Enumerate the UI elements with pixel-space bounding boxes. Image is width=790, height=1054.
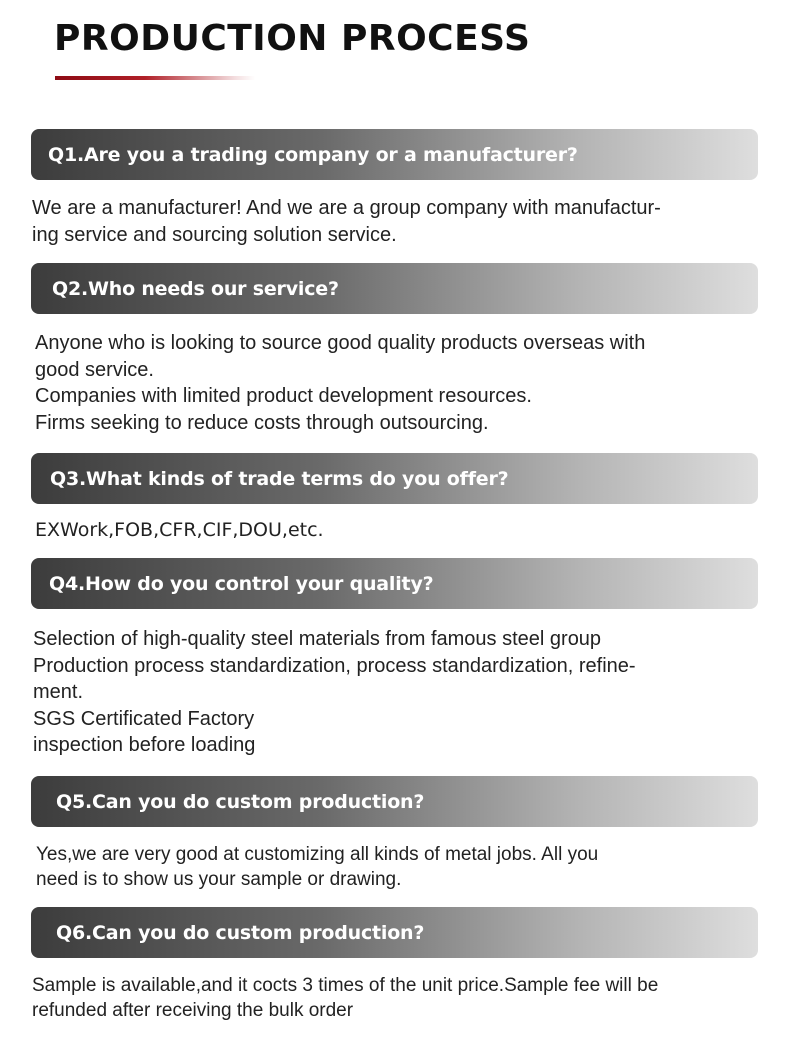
faq-answer-4 [33,626,757,759]
faq-question-bar-4 [31,558,758,609]
answer-line: refunded after receiving the bulk order [32,1000,354,1021]
faq-question-4: Q4.How do you control your quality? [49,572,434,595]
faq-question-bar-2 [31,263,758,314]
faq-answer-1 [32,195,756,248]
faq-question-1: Q1.Are you a trading company or a manufacturer? [48,143,578,166]
answer-line: Yes,we are very good at customizing all kinds of metal jobs. All you [36,844,599,865]
faq-question-3: Q3.What kinds of trade terms do you offer? [50,467,509,490]
page-title: PRODUCTION PROCESS [54,18,531,59]
answer-line: EXWork,FOB,CFR,CIF,DOU,etc. [35,519,324,541]
answer-line: Production process standardization, process standardization, refine- [33,654,636,677]
faq-question-bar-5 [31,776,758,827]
answer-line: Anyone who is looking to source good quality products overseas with [35,332,646,354]
faq-answer-6 [32,973,756,1023]
answer-line: SGS Certificated Factory [33,707,255,730]
answer-line: need is to show us your sample or drawing. [36,869,402,890]
faq-answer-3 [35,517,759,544]
answer-line: Sample is available,and it cocts 3 times of the unit price.Sample fee will be [32,975,659,996]
answer-line: ing service and sourcing solution service. [32,223,397,246]
faq-question-bar-1 [31,129,758,180]
answer-line: good service. [35,358,154,381]
answer-line: Firms seeking to reduce costs through outsourcing. [35,411,489,434]
answer-line: Selection of high-quality steel materials from famous steel group [33,628,602,650]
answer-line: We are a manufacturer! And we are a group company with manufactur- [32,197,661,219]
faq-question-bar-3 [31,453,758,504]
faq-question-6: Q6.Can you do custom production? [56,921,425,944]
title-underline [55,76,255,80]
faq-question-5: Q5.Can you do custom production? [56,790,425,813]
faq-answer-2 [35,330,759,436]
faq-answer-5 [36,842,760,892]
answer-line: ment. [33,681,84,703]
answer-line: Companies with limited product development resources. [35,385,532,407]
faq-question-2: Q2.Who needs our service? [52,277,339,300]
answer-line: inspection before loading [33,734,256,756]
faq-question-bar-6 [31,907,758,958]
